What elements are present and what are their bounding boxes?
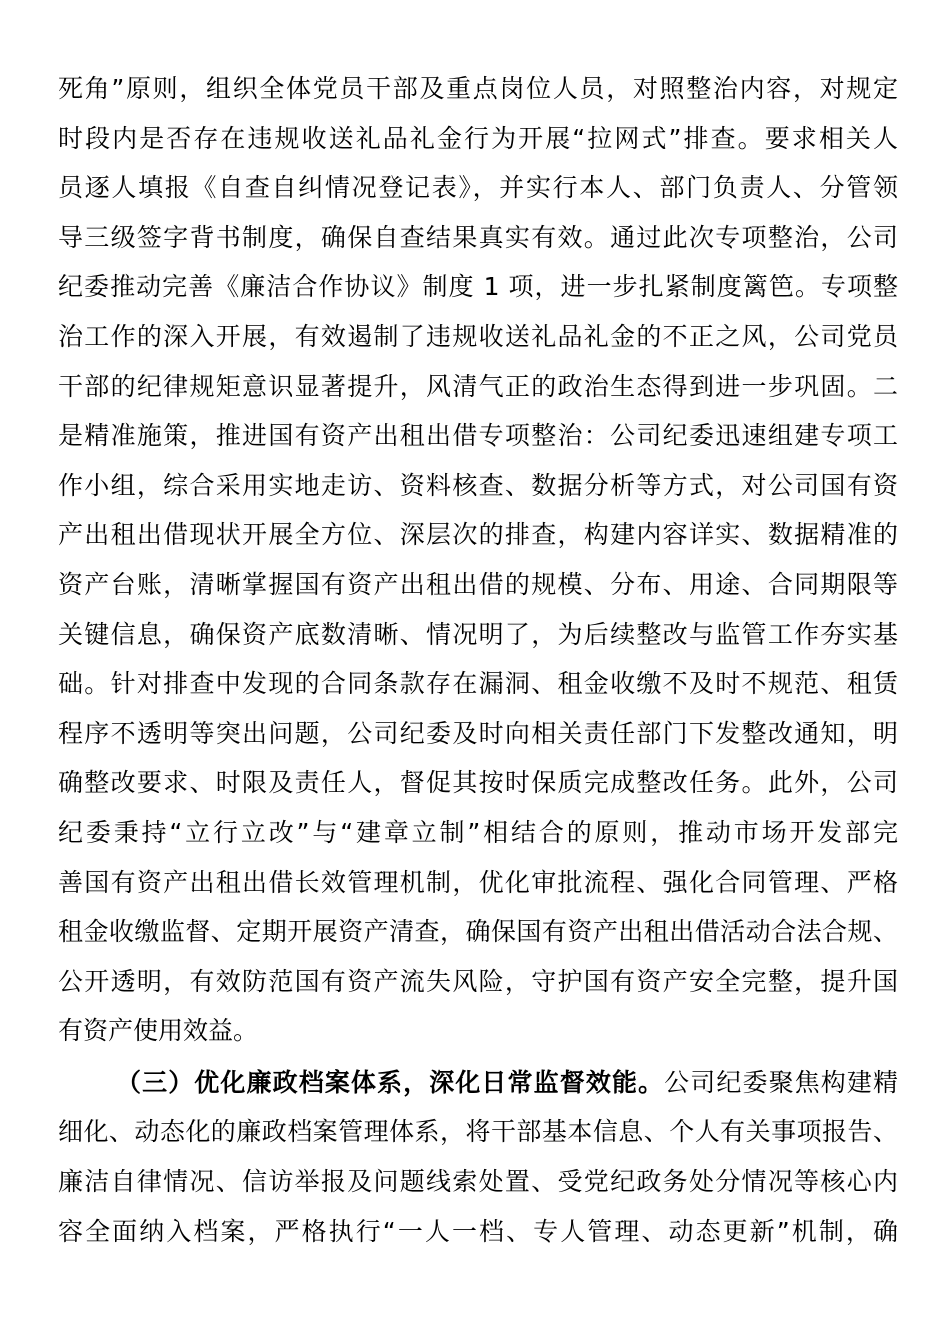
text-line: 时段内是否存在违规收送礼品礼金行为开展“拉网式”排查。要求相关人 [58, 123, 898, 153]
text-line: 有资产使用效益。 [58, 1016, 259, 1046]
text-line: 死角”原则，组织全体党员干部及重点岗位人员，对照整治内容，对规定 [58, 74, 898, 103]
text-line: 容全面纳入档案，严格执行“一人一档、专人管理、动态更新”机制，确 [58, 1216, 898, 1246]
text-line: 关键信息，确保资产底数清晰、情况明了，为后续整改与监管工作夯实基 [58, 619, 898, 649]
text-line: 治工作的深入开展，有效遏制了违规收送礼品礼金的不正之风，公司党员 [58, 321, 898, 351]
text-line: 资产台账，清晰掌握国有资产出租出借的规模、分布、用途、合同期限等 [58, 569, 898, 599]
text-line: 纪委秉持“立行立改”与“建章立制”相结合的原则，推动市场开发部完 [58, 817, 898, 847]
paragraph-2 [58, 1058, 898, 1256]
text-line: 产出租出借现状开展全方位、深层次的排查，构建内容详实、数据精准的 [58, 520, 898, 550]
text-line: 干部的纪律规矩意识显著提升，风清气正的政治生态得到进一步巩固。二 [58, 371, 898, 401]
text-line: 导三级签字背书制度，确保自查结果真实有效。通过此次专项整治，公司 [58, 222, 898, 252]
text-line: 廉洁自律情况、信访举报及问题线索处置、受党纪政务处分情况等核心内 [58, 1167, 898, 1197]
text-line: 纪委推动完善《廉洁合作协议》制度 1 项，进一步扎紧制度篱笆。专项整 [58, 272, 898, 302]
text-line: 是精准施策，推进国有资产出租出借专项整治：公司纪委迅速组建专项工 [58, 421, 898, 451]
paragraph-1 [58, 64, 898, 1056]
text-line: 确整改要求、时限及责任人，督促其按时保质完成整改任务。此外，公司 [58, 768, 898, 798]
text-line: 础。针对排查中发现的合同条款存在漏洞、租金收缴不及时不规范、租赁 [58, 669, 898, 699]
text-line: 细化、动态化的廉政档案管理体系，将干部基本信息、个人有关事项报告、 [58, 1117, 898, 1147]
section-heading: （三）优化廉政档案体系，深化日常监督效能。 [116, 1067, 665, 1097]
text-line: 租金收缴监督、定期开展资产清查，确保国有资产出租出借活动合法合规、 [58, 917, 898, 947]
text-line: 公开透明，有效防范国有资产流失风险，守护国有资产安全完整，提升国 [58, 966, 898, 996]
text-line: 作小组，综合采用实地走访、资料核查、数据分析等方式，对公司国有资 [58, 470, 898, 500]
body-text [58, 64, 898, 1256]
text-line: 善国有资产出租出借长效管理机制，优化审批流程、强化合同管理、严格 [58, 867, 898, 897]
heading-line-rest: 公司纪委聚焦构建精 [664, 1067, 898, 1097]
text-line [58, 1058, 898, 1108]
text-line: 程序不透明等突出问题，公司纪委及时向相关责任部门下发整改通知，明 [58, 718, 898, 748]
text-line: 员逐人填报《自查自纠情况登记表》，并实行本人、部门负责人、分管领 [58, 173, 898, 203]
